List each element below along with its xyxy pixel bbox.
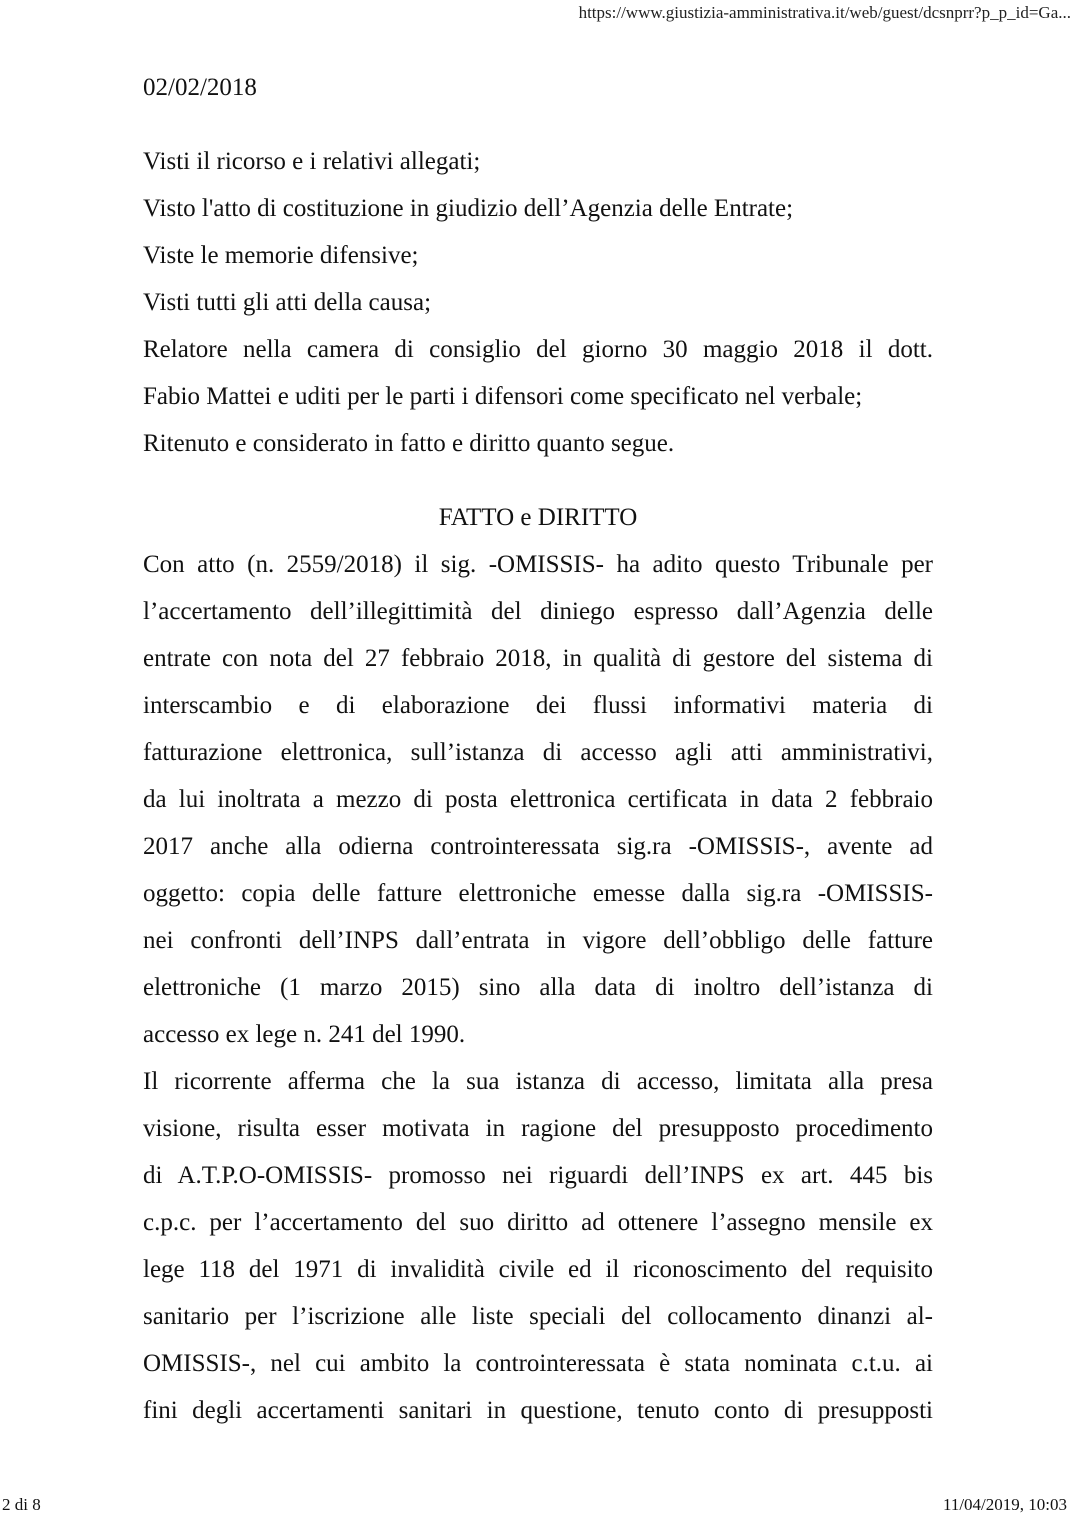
body-line: di A.T.P.O-OMISSIS- promosso nei riguardi dell’INPS ex art. 445 bis	[143, 1162, 933, 1189]
body-line: elettroniche (1 marzo 2015) sino alla data di inoltro dell’istanza di	[143, 974, 933, 1001]
body-line: accesso ex lege n. 241 del 1990.	[143, 1021, 466, 1048]
page-url: https://www.giustizia-amministrativa.it/web/guest/dcsnprr?p_p_id=Ga...	[578, 3, 1071, 22]
body-line: l’accertamento dell’illegittimità del diniego espresso dall’Agenzia delle	[143, 598, 933, 625]
page-counter: 2 di 8	[2, 1495, 41, 1514]
intro-line: Visti il ricorso e i relativi allegati;	[143, 148, 481, 175]
intro-line: Fabio Mattei e uditi per le parti i difensori come specificato nel verbale;	[143, 383, 863, 410]
intro-line: Ritenuto e considerato in fatto e diritto quanto segue.	[143, 430, 675, 457]
body-line: entrate con nota del 27 febbraio 2018, in qualità di gestore del sistema di	[143, 645, 933, 672]
intro-block	[143, 146, 933, 475]
intro-line: Viste le memorie difensive;	[143, 242, 419, 269]
print-timestamp: 11/04/2019, 10:03	[942, 1495, 1067, 1514]
body-line: Con atto (n. 2559/2018) il sig. -OMISSIS- ha adito questo Tribunale per	[143, 551, 933, 578]
body-text-block	[143, 549, 933, 1442]
intro-line: Visto l'atto di costituzione in giudizio dell’Agenzia delle Entrate;	[143, 195, 794, 222]
body-line: da lui inoltrata a mezzo di posta elettronica certificata in data 2 febbraio	[143, 786, 933, 813]
body-line: sanitario per l’iscrizione alle liste speciali del collocamento dinanzi al-	[143, 1303, 933, 1330]
intro-line: Relatore nella camera di consiglio del giorno 30 maggio 2018 il dott.	[143, 336, 933, 363]
body-line: fini degli accertamenti sanitari in questione, tenuto conto di presupposti	[143, 1397, 933, 1424]
body-line: visione, risulta esser motivata in ragione del presupposto procedimento	[143, 1115, 933, 1142]
body-line: nei confronti dell’INPS dall’entrata in vigore dell’obbligo delle fatture	[143, 927, 933, 954]
body-line: lege 118 del 1971 di invalidità civile ed il riconoscimento del requisito	[143, 1256, 933, 1283]
body-line: oggetto: copia delle fatture elettroniche emesse dalla sig.ra -OMISSIS-	[143, 880, 933, 907]
intro-line: Visti tutti gli atti della causa;	[143, 289, 432, 316]
body-line: fatturazione elettronica, sull’istanza di accesso agli atti amministrativi,	[143, 739, 933, 766]
body-line: Il ricorrente afferma che la sua istanza di accesso, limitata alla presa	[143, 1068, 933, 1095]
body-line: c.p.c. per l’accertamento del suo diritto ad ottenere l’assegno mensile ex	[143, 1209, 933, 1236]
body-line: 2017 anche alla odierna controinteressata sig.ra -OMISSIS-, avente ad	[143, 833, 933, 860]
section-heading: FATTO e DIRITTO	[438, 504, 638, 531]
body-line: OMISSIS-, nel cui ambito la controinteressata è stata nominata c.t.u. ai	[143, 1350, 933, 1377]
body-line: interscambio e di elaborazione dei flussi informativi materia di	[143, 692, 933, 719]
document-date: 02/02/2018	[143, 74, 257, 101]
